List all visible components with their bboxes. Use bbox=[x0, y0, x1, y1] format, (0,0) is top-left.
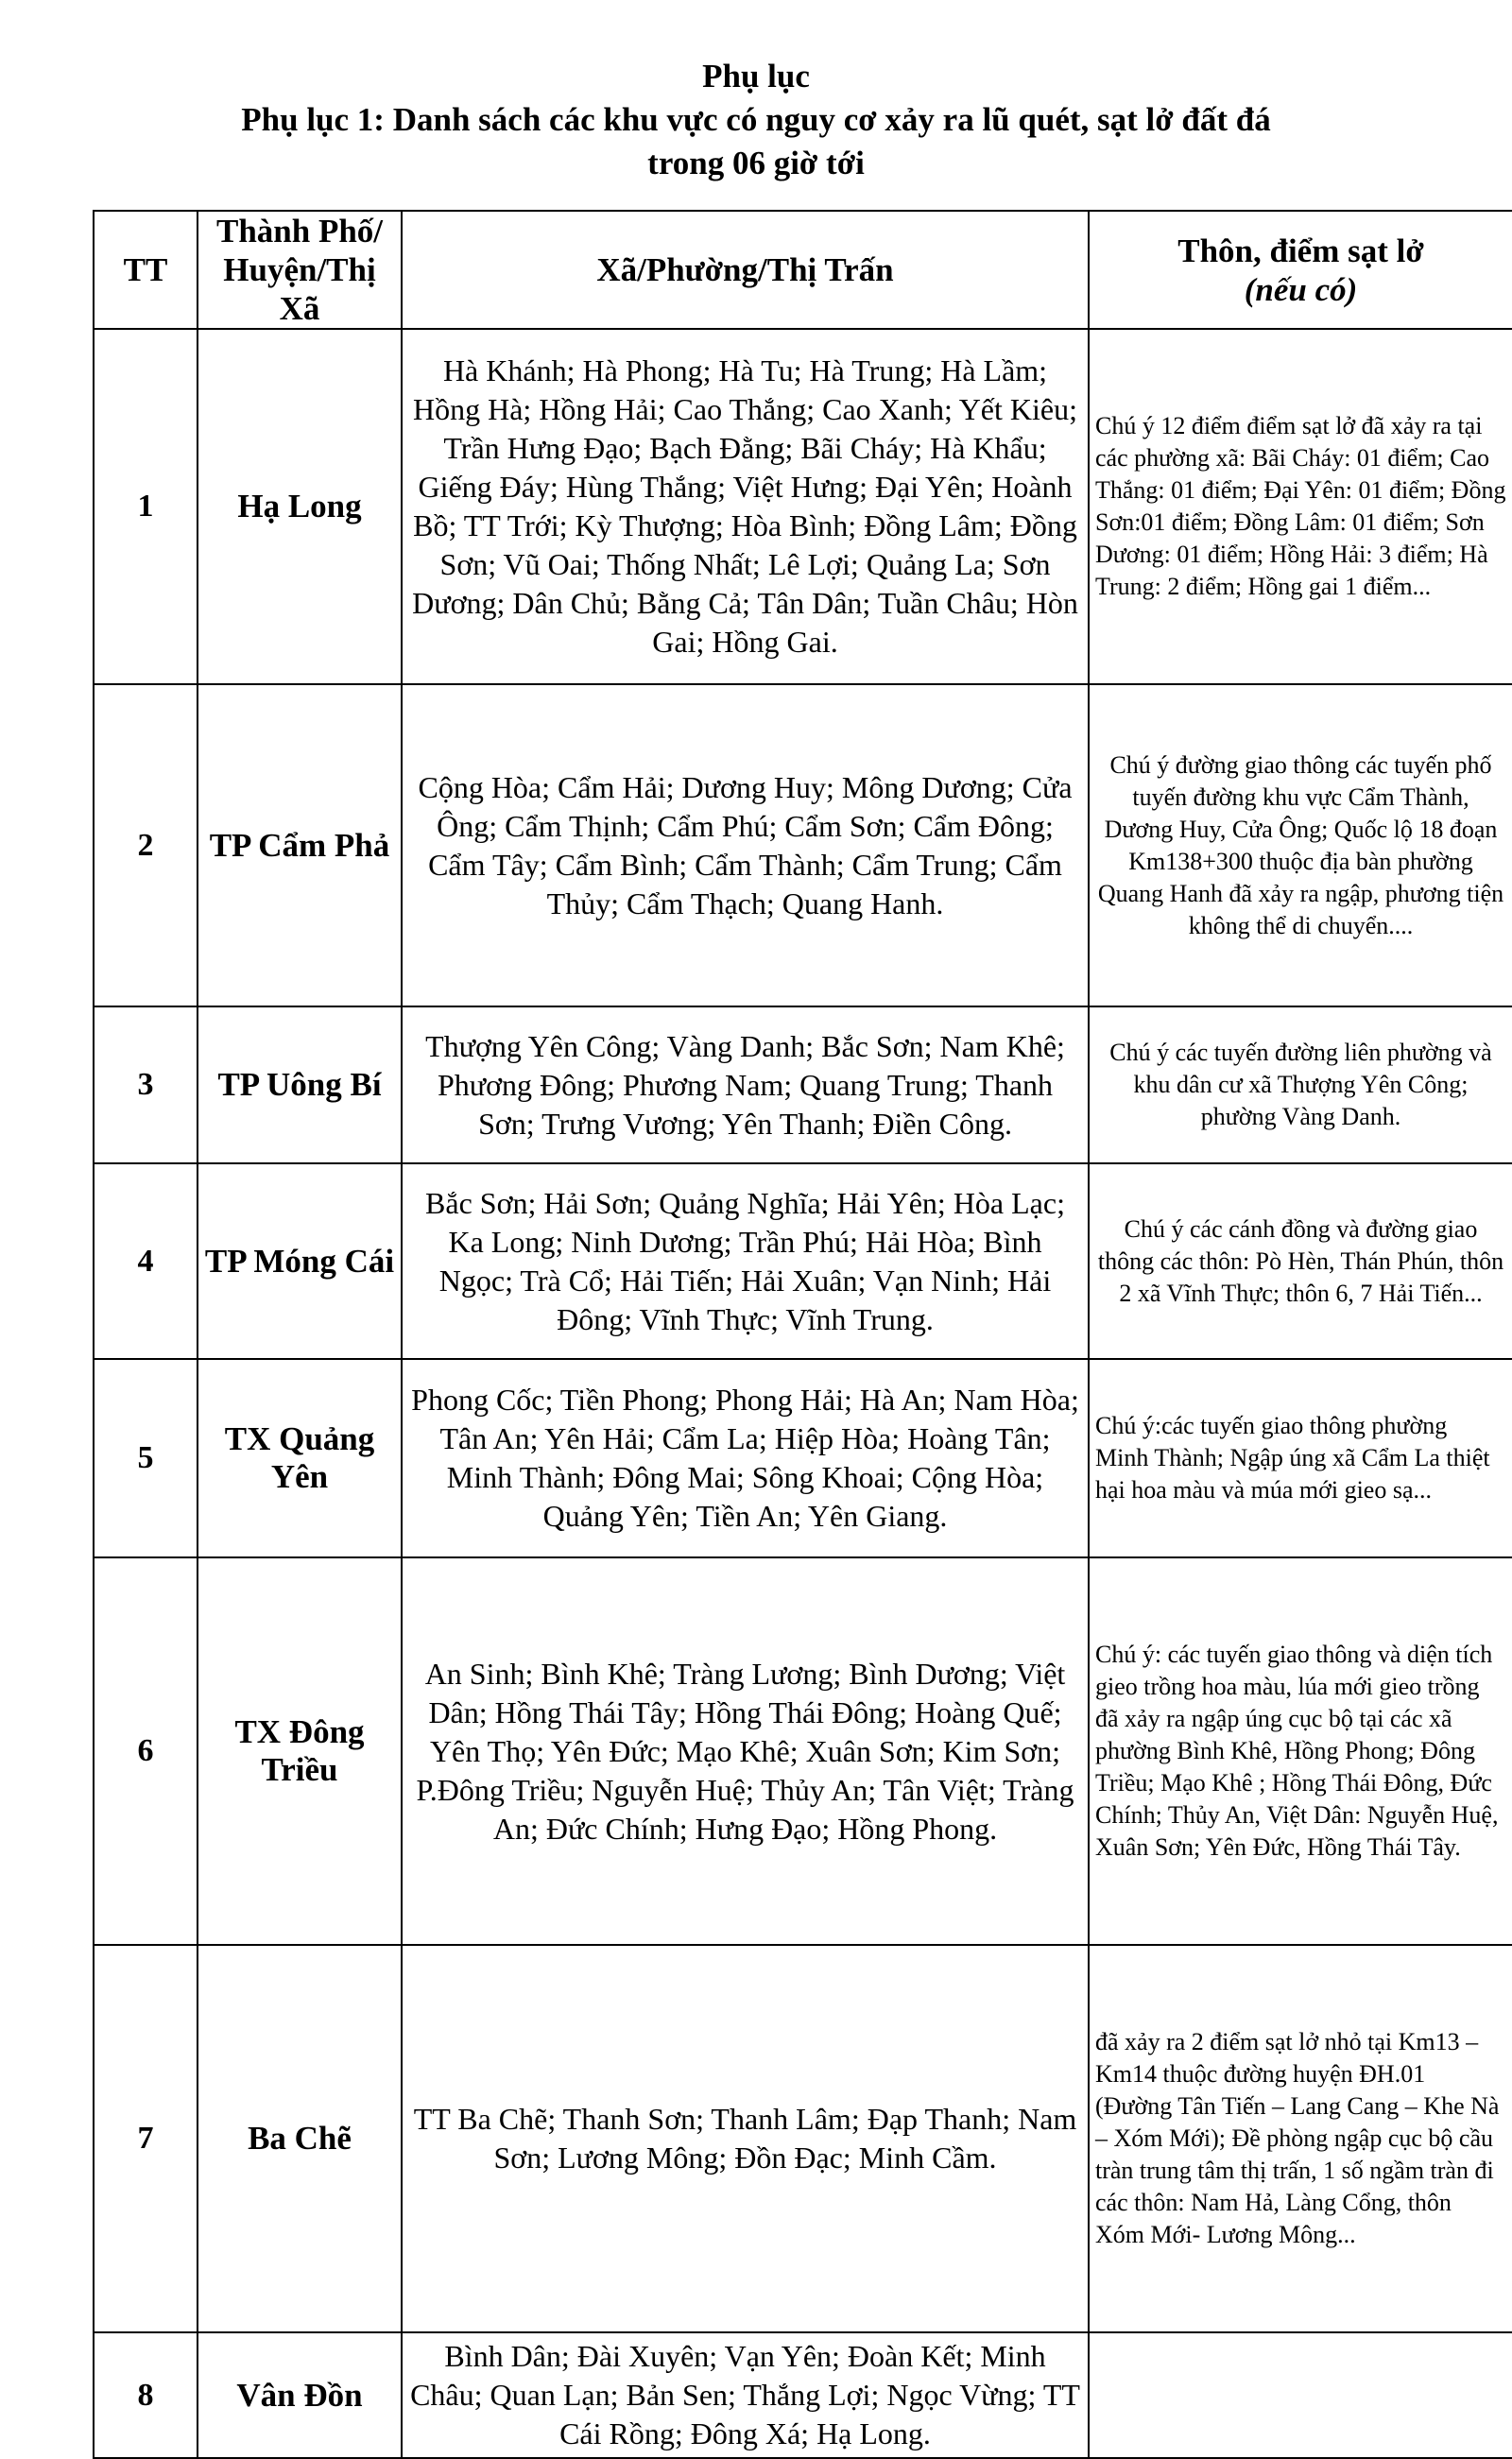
row-city: TX Đông Triều bbox=[198, 1557, 402, 1945]
table-row bbox=[94, 1359, 1512, 1557]
row-tt: 3 bbox=[94, 1006, 198, 1163]
table-row bbox=[94, 684, 1512, 1006]
col-header-note bbox=[1089, 211, 1512, 329]
page-title: Phụ lục bbox=[702, 58, 810, 95]
row-tt: 8 bbox=[94, 2332, 198, 2458]
row-city: Hạ Long bbox=[198, 329, 402, 684]
row-tt: 2 bbox=[94, 684, 198, 1006]
row-city: Vân Đồn bbox=[198, 2332, 402, 2458]
row-note: Chú ý 12 điểm điểm sạt lở đã xảy ra tại các phường xã: Bãi Cháy: 01 điểm; Cao Thắng: 01 điểm; Đại Yên: 01 điểm; Đồng Sơn:01 điểm; Đồng Lâm: 01 điểm; Sơn Dương: 01 điểm; Hồng Hải: 3 điểm; Hà Trung: 2 điểm; Hồng gai 1 điểm... bbox=[1089, 329, 1512, 684]
row-wards: Phong Cốc; Tiền Phong; Phong Hải; Hà An; Nam Hòa; Tân An; Yên Hải; Cẩm La; Hiệp Hòa; Hoàng Tân; Minh Thành; Đông Mai; Sông Khoai; Cộng Hòa; Quảng Yên; Tiền An; Yên Giang. bbox=[402, 1359, 1089, 1557]
row-note: Chú ý: các tuyến giao thông và diện tích gieo trồng hoa màu, lúa mới gieo trồng đã xảy ra ngập úng cục bộ tại các xã phường Bình Khê, Hồng Phong; Đông Triều; Mạo Khê ; Hồng Thái Đông, Đức Chính; Thủy An, Việt Dân: Nguyễn Huệ, Xuân Sơn; Yên Đức, Hồng Thái Tây. bbox=[1089, 1557, 1512, 1945]
row-wards: TT Ba Chẽ; Thanh Sơn; Thanh Lâm; Đạp Thanh; Nam Sơn; Lương Mông; Đồn Đạc; Minh Cầm. bbox=[402, 1945, 1089, 2332]
table-row bbox=[94, 1163, 1512, 1359]
row-note: Chú ý:các tuyến giao thông phường Minh Thành; Ngập úng xã Cẩm La thiệt hại hoa màu và múa mới gieo sạ... bbox=[1089, 1359, 1512, 1557]
col-header-city-line2: Huyện/Thị Xã bbox=[223, 251, 376, 327]
row-tt: 4 bbox=[94, 1163, 198, 1359]
page-subtitle-line2: trong 06 giờ tới bbox=[647, 145, 865, 181]
row-wards: Hà Khánh; Hà Phong; Hà Tu; Hà Trung; Hà Lầm; Hồng Hà; Hồng Hải; Cao Thắng; Cao Xanh; Yết Kiêu; Trần Hưng Đạo; Bạch Đằng; Bãi Cháy; Hà Khẩu; Giếng Đáy; Hùng Thắng; Việt Hưng; Đại Yên; Hoành Bồ; TT Trới; Kỳ Thượng; Hòa Bình; Đồng Lâm; Đồng Sơn; Vũ Oai; Thống Nhất; Lê Lợi; Quảng La; Sơn Dương; Dân Chủ; Bằng Cả; Tân Dân; Tuần Châu; Hòn Gai; Hồng Gai. bbox=[402, 329, 1089, 684]
table-row bbox=[94, 2332, 1512, 2458]
col-header-tt: TT bbox=[94, 211, 198, 329]
page-subtitle-line1: Phụ lục 1: Danh sách các khu vực có nguy cơ xảy ra lũ quét, sạt lở đất đá bbox=[241, 101, 1271, 138]
row-tt: 7 bbox=[94, 1945, 198, 2332]
row-city: TP Cẩm Phả bbox=[198, 684, 402, 1006]
row-note: Chú ý đường giao thông các tuyến phố tuyến đường khu vực Cẩm Thành, Dương Huy, Cửa Ông; Quốc lộ 18 đoạn Km138+300 thuộc địa bàn phường Quang Hanh đã xảy ra ngập, phương tiện không thể di chuyển.... bbox=[1089, 684, 1512, 1006]
row-tt: 1 bbox=[94, 329, 198, 684]
col-header-ward: Xã/Phường/Thị Trấn bbox=[402, 211, 1089, 329]
col-header-city-line1: Thành Phố/ bbox=[215, 213, 384, 249]
col-header-note-line2: (nếu có) bbox=[1244, 270, 1358, 308]
row-note: đã xảy ra 2 điểm sạt lở nhỏ tại Km13 – Km14 thuộc đường huyện ĐH.01 (Đường Tân Tiến – Lang Cang – Khe Nà – Xóm Mới); Đề phòng ngập cục bộ cầu tràn trung tâm thị trấn, 1 số ngầm tràn đi các thôn: Nam Hả, Làng Cổng, thôn Xóm Mới- Lương Mông... bbox=[1089, 1945, 1512, 2332]
table-row bbox=[94, 1945, 1512, 2332]
row-wards: Cộng Hòa; Cẩm Hải; Dương Huy; Mông Dương; Cửa Ông; Cẩm Thịnh; Cẩm Phú; Cẩm Sơn; Cẩm Đông; Cẩm Tây; Cẩm Bình; Cẩm Thành; Cẩm Trung; Cẩm Thủy; Cẩm Thạch; Quang Hanh. bbox=[402, 684, 1089, 1006]
row-city: Ba Chẽ bbox=[198, 1945, 402, 2332]
row-city: TP Móng Cái bbox=[198, 1163, 402, 1359]
row-note bbox=[1089, 2332, 1512, 2458]
document-header bbox=[0, 55, 1512, 185]
row-wards: An Sinh; Bình Khê; Tràng Lương; Bình Dương; Việt Dân; Hồng Thái Tây; Hồng Thái Đông; Hoàng Quế; Yên Thọ; Yên Đức; Mạo Khê; Xuân Sơn; Kim Sơn; P.Đông Triều; Nguyễn Huệ; Thủy An; Tân Việt; Tràng An; Đức Chính; Hưng Đạo; Hồng Phong. bbox=[402, 1557, 1089, 1945]
row-wards: Bình Dân; Đài Xuyên; Vạn Yên; Đoàn Kết; Minh Châu; Quan Lạn; Bản Sen; Thắng Lợi; Ngọc Vừng; TT Cái Rồng; Đông Xá; Hạ Long. bbox=[402, 2332, 1089, 2458]
row-note: Chú ý các cánh đồng và đường giao thông các thôn: Pò Hèn, Thán Phún, thôn 2 xã Vĩnh Thực; thôn 6, 7 Hải Tiến... bbox=[1089, 1163, 1512, 1359]
table-row bbox=[94, 1557, 1512, 1945]
row-wards: Bắc Sơn; Hải Sơn; Quảng Nghĩa; Hải Yên; Hòa Lạc; Ka Long; Ninh Dương; Trần Phú; Hải Hòa; Bình Ngọc; Trà Cổ; Hải Tiến; Hải Xuân; Vạn Ninh; Hải Đông; Vĩnh Thực; Vĩnh Trung. bbox=[402, 1163, 1089, 1359]
row-note: Chú ý các tuyến đường liên phường và khu dân cư xã Thượng Yên Công; phường Vàng Danh. bbox=[1089, 1006, 1512, 1163]
col-header-note-line1: Thôn, điểm sạt lở bbox=[1177, 232, 1424, 269]
col-header-city bbox=[198, 211, 402, 329]
row-tt: 5 bbox=[94, 1359, 198, 1557]
area-table bbox=[93, 210, 1512, 2459]
row-tt: 6 bbox=[94, 1557, 198, 1945]
table-header-row bbox=[94, 211, 1512, 329]
table-row bbox=[94, 1006, 1512, 1163]
row-wards: Thượng Yên Công; Vàng Danh; Bắc Sơn; Nam Khê; Phương Đông; Phương Nam; Quang Trung; Thanh Sơn; Trưng Vương; Yên Thanh; Điền Công. bbox=[402, 1006, 1089, 1163]
row-city: TP Uông Bí bbox=[198, 1006, 402, 1163]
row-city: TX Quảng Yên bbox=[198, 1359, 402, 1557]
table-row bbox=[94, 329, 1512, 684]
